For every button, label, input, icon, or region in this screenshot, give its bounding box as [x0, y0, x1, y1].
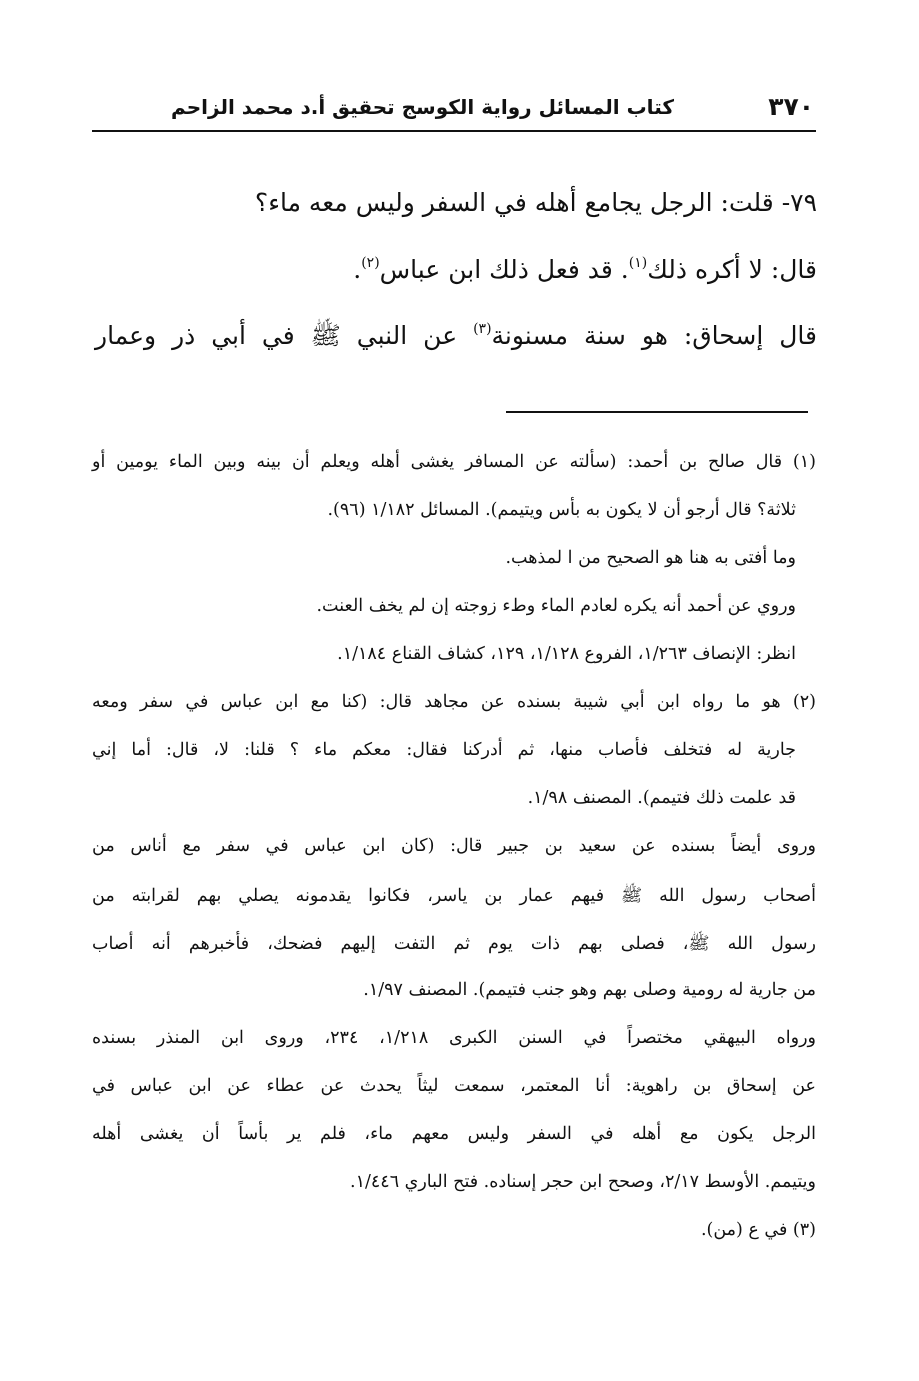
main-text-line: ٧٩- قلت: الرجل يجامع أهله في السفر وليس معه ماء؟ — [254, 188, 817, 217]
main-text-line — [95, 255, 817, 284]
footnote-line: ورواه البيهقي مختصراً في السنن الكبرى ١/٢١٨، ٢٣٤، وروى ابن المنذر بسنده — [92, 1028, 816, 1048]
footnote-line: الرجل يكون مع أهله في السفر وليس معهم ماء، فلم ير بأساً أن يغشى أهله — [92, 1124, 817, 1144]
footnote-line: من جارية له رومية وصلى بهم وهو جنب فتيمم). المصنف ١/٩٧. — [363, 980, 816, 1000]
footnote-ref[interactable]: (١) — [628, 255, 648, 271]
footnote-ref[interactable]: (٢) — [361, 255, 380, 271]
page-number: ٣٧٠ — [768, 92, 814, 121]
main-text-segment: عن النبي ﷺ في أبي ذر وعمار — [95, 321, 474, 350]
running-header — [92, 92, 816, 132]
footnote-line: قد علمت ذلك فتيمم). المصنف ١/٩٨. — [527, 788, 796, 808]
footnote-line: أصحاب رسول الله ﷺ فيهم عمار بن ياسر، فكانوا يقدمونه يصلي بهم لقرابته من — [92, 886, 816, 906]
footnote-line: وما أفتى به هنا هو الصحيح من ا لمذهب. — [505, 548, 796, 568]
footnote-line: جارية له فتخلف فأصاب منها، ثم أدركنا فقال: معكم ماء ؟ قلنا: لا، قال: أما إني — [92, 740, 796, 760]
footnote-separator — [506, 411, 808, 413]
running-title: كتاب المسائل رواية الكوسج تحقيق أ.د محمد الزاحم — [171, 95, 674, 119]
footnote-line: ثلاثة؟ قال أرجو أن لا يكون به بأس ويتيمم). المسائل ١/١٨٢ (٩٦). — [327, 500, 796, 520]
main-text-segment: قال: لا أكره ذلك — [647, 255, 817, 284]
main-text-segment: . — [353, 255, 362, 284]
footnote-line: رسول الله ﷺ، فصلى بهم ذات يوم ثم التفت إليهم فضحك، فأخبرهم أنه أصاب — [92, 934, 816, 954]
footnote-ref[interactable]: (٣) — [473, 321, 492, 337]
main-text-segment: . قد فعل ذلك ابن عباس — [379, 255, 629, 284]
main-text-line — [95, 320, 817, 357]
footnote-line: انظر: الإنصاف ١/٢٦٣، الفروع ١/١٢٨، ١٢٩، كشاف القناع ١/١٨٤. — [337, 644, 796, 664]
footnote-line: وروى أيضاً بسنده عن سعيد بن جبير قال: (كان ابن عباس في سفر مع أناس من — [92, 836, 816, 856]
footnote-line: (٢) هو ما رواه ابن أبي شيبة بسنده عن مجاهد قال: (كنا مع ابن عباس في سفر ومعه — [92, 692, 816, 712]
main-text-segment: قال إسحاق: هو سنة مسنونة — [491, 321, 817, 350]
footnote-line: عن إسحاق بن راهوية: أنا المعتمر، سمعت ليثاً يحدث عن عطاء عن ابن عباس في — [92, 1076, 816, 1096]
footnote-line: ويتيمم. الأوسط ٢/١٧، وصحح ابن حجر إسناده. فتح الباري ١/٤٤٦. — [350, 1172, 816, 1192]
footnote-line: (٣) في ع (من). — [700, 1220, 816, 1240]
footnote-line: (١) قال صالح بن أحمد: (سألته عن المسافر يغشى أهله ويعلم أن بينه وبين الماء يومين أو — [92, 452, 816, 472]
footnote-line: وروي عن أحمد أنه يكره لعادم الماء وطء زوجته إن لم يخف العنت. — [316, 596, 796, 616]
